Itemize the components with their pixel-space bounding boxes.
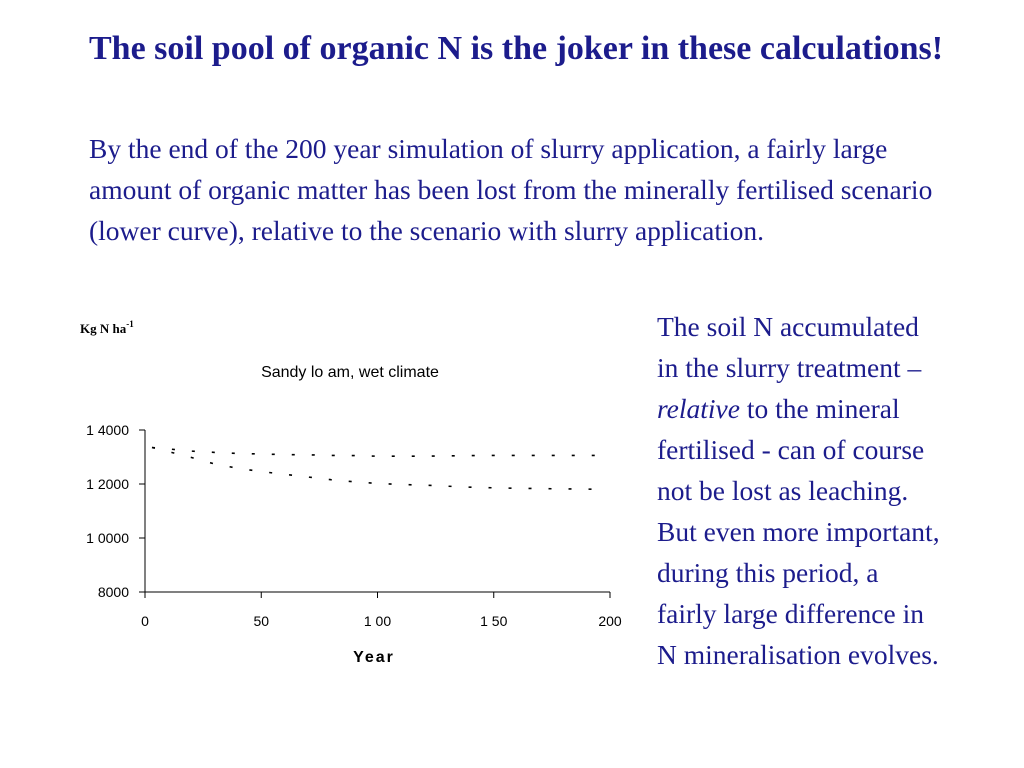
n-pool-chart (0, 300, 640, 680)
y-tick-label: 1 2000 (86, 476, 129, 492)
side-line (657, 388, 1024, 429)
x-axis-label: Year (353, 649, 395, 666)
slide-title: The soil pool of organic N is the joker in these calculations! (89, 30, 944, 67)
side-text-run: in the slurry treatment – (657, 352, 922, 383)
x-tick-label: 200 (598, 613, 622, 629)
side-text-run: But even more important, (657, 516, 940, 547)
side-line (657, 552, 1024, 593)
intro-paragraph: By the end of the 200 year simulation of slurry application, a fairly large amount of organic matter has been lost from the minerally fertilised scenario (lower curve), relative to the scenario with slurry application. (89, 133, 933, 246)
side-text-run: The soil N accumulated (657, 311, 919, 342)
side-line (657, 634, 1024, 675)
side-text-run: N mineralisation evolves. (657, 639, 939, 670)
side-line (657, 511, 1024, 552)
side-line (657, 593, 1024, 634)
side-text-run: during this period, a (657, 557, 879, 588)
series-line-2 (152, 448, 603, 490)
side-line (657, 470, 1024, 511)
x-tick-label: 50 (253, 613, 270, 629)
side-paragraph (657, 306, 1024, 675)
chart-title: Sandy lo am, wet climate (261, 364, 439, 381)
y-tick-label: 1 4000 (86, 422, 129, 438)
side-line (657, 306, 1024, 347)
side-text-run: not be lost as leaching. (657, 475, 909, 506)
y-tick-label: 8000 (97, 584, 129, 600)
side-text-run: to the mineral (739, 393, 900, 424)
side-text-run: fairly large difference in (657, 598, 924, 629)
x-tick-label: 1 00 (363, 613, 392, 629)
side-italic-text: relative (657, 393, 740, 424)
side-text-run: fertilised - can of course (657, 434, 925, 465)
x-tick-label: 0 (141, 613, 149, 629)
series-line-1 (152, 448, 603, 457)
side-line (657, 347, 1024, 388)
x-tick-label: 1 50 (480, 613, 508, 629)
y-tick-label: 1 0000 (86, 530, 129, 546)
side-line (657, 429, 1024, 470)
y-axis-label: Kg N $ha^{-1}$ (80, 319, 134, 336)
